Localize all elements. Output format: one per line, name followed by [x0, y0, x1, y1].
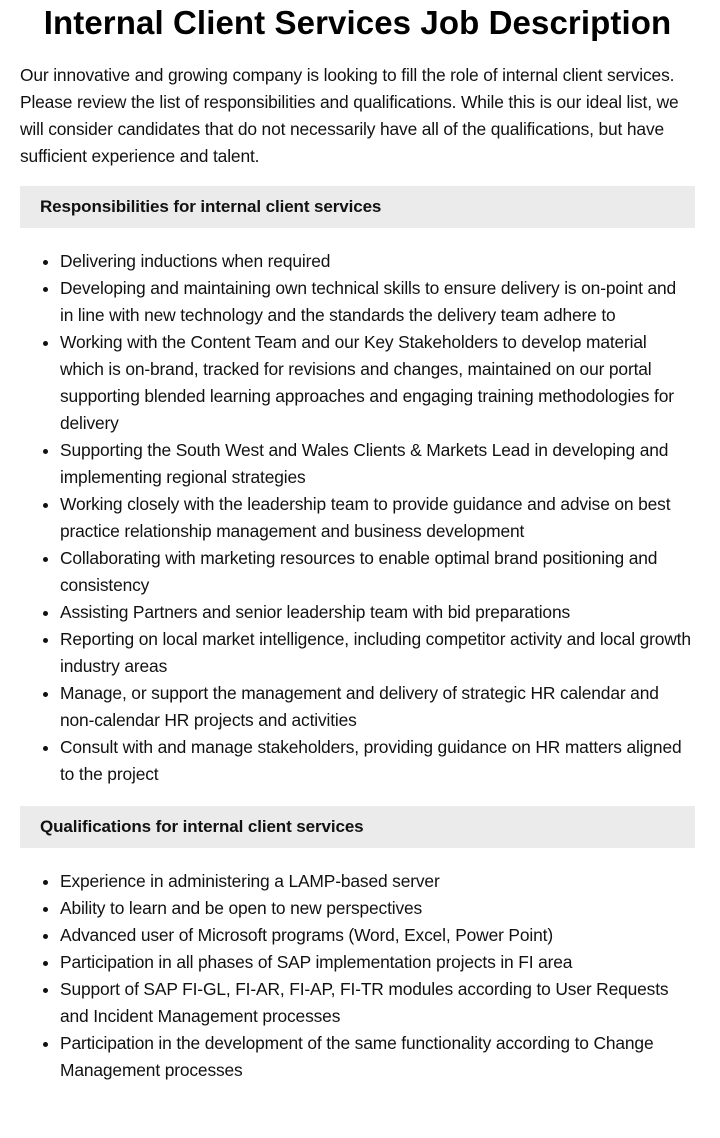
- bullet-icon: [43, 907, 48, 912]
- list-item: [60, 545, 695, 599]
- bullet-icon: [43, 692, 48, 697]
- list-item-text: Collaborating with marketing resources to enable optimal brand positioning and consistency: [60, 548, 658, 595]
- bullet-icon: [43, 341, 48, 346]
- list-item-text: Experience in administering a LAMP-based server: [60, 871, 440, 891]
- list-item: [60, 491, 695, 545]
- responsibilities-list: [20, 248, 695, 788]
- qualifications-heading: Qualifications for internal client services: [20, 806, 695, 848]
- responsibilities-heading: Responsibilities for internal client services: [20, 186, 695, 228]
- bullet-icon: [43, 287, 48, 292]
- list-item: [60, 680, 695, 734]
- bullet-icon: [43, 746, 48, 751]
- list-item-text: Working with the Content Team and our Key Stakeholders to develop material which is on-brand, tracked for revisions and changes, maintained on our portal supporting blended learning approaches and engaging training methodologies for delivery: [60, 332, 674, 433]
- list-item: [60, 437, 695, 491]
- list-item: [60, 868, 695, 895]
- list-item-text: Assisting Partners and senior leadership team with bid preparations: [60, 602, 571, 622]
- list-item: [60, 734, 695, 788]
- bullet-icon: [43, 880, 48, 885]
- list-item: [60, 329, 695, 437]
- intro-paragraph: Our innovative and growing company is looking to fill the role of internal client services. Please review the list of responsibilities and qualifications. While this is our ideal list, we will consider candidates that do not necessarily have all of the qualifications, but have sufficient experience and talent.: [20, 65, 679, 166]
- list-item-text: Reporting on local market intelligence, including competitor activity and local growth industry areas: [60, 629, 691, 676]
- list-item-text: Manage, or support the management and delivery of strategic HR calendar and non-calendar HR projects and activities: [60, 683, 659, 730]
- bullet-icon: [43, 611, 48, 616]
- bullet-icon: [43, 988, 48, 993]
- list-item-text: Supporting the South West and Wales Clients & Markets Lead in developing and implementing regional strategies: [60, 440, 669, 487]
- list-item-text: Delivering inductions when required: [60, 251, 331, 271]
- list-item: [60, 626, 695, 680]
- list-item: [60, 895, 695, 922]
- list-item-text: Developing and maintaining own technical skills to ensure delivery is on-point and in line with new technology and the standards the delivery team adhere to: [60, 278, 677, 325]
- bullet-icon: [43, 260, 48, 265]
- bullet-icon: [43, 503, 48, 508]
- bullet-icon: [43, 934, 48, 939]
- bullet-icon: [43, 638, 48, 643]
- list-item: [60, 976, 695, 1030]
- list-item-text: Consult with and manage stakeholders, providing guidance on HR matters aligned to the project: [60, 737, 682, 784]
- list-item: [60, 248, 695, 275]
- qualifications-list: [20, 868, 695, 1084]
- bullet-icon: [43, 557, 48, 562]
- list-item-text: Support of SAP FI-GL, FI-AR, FI-AP, FI-TR modules according to User Requests and Incident Management processes: [60, 979, 669, 1026]
- bullet-icon: [43, 961, 48, 966]
- list-item-text: Participation in the development of the same functionality according to Change Management processes: [60, 1033, 654, 1080]
- list-item-text: Ability to learn and be open to new perspectives: [60, 898, 423, 918]
- list-item: [60, 1030, 695, 1084]
- list-item: [60, 949, 695, 976]
- list-item: [60, 599, 695, 626]
- page-title: Internal Client Services Job Description: [43, 4, 672, 41]
- bullet-icon: [43, 449, 48, 454]
- bullet-icon: [43, 1042, 48, 1047]
- list-item: [60, 275, 695, 329]
- list-item-text: Advanced user of Microsoft programs (Word, Excel, Power Point): [60, 925, 553, 945]
- list-item: [60, 922, 695, 949]
- list-item-text: Participation in all phases of SAP implementation projects in FI area: [60, 952, 573, 972]
- list-item-text: Working closely with the leadership team to provide guidance and advise on best practice relationship management and business development: [60, 494, 671, 541]
